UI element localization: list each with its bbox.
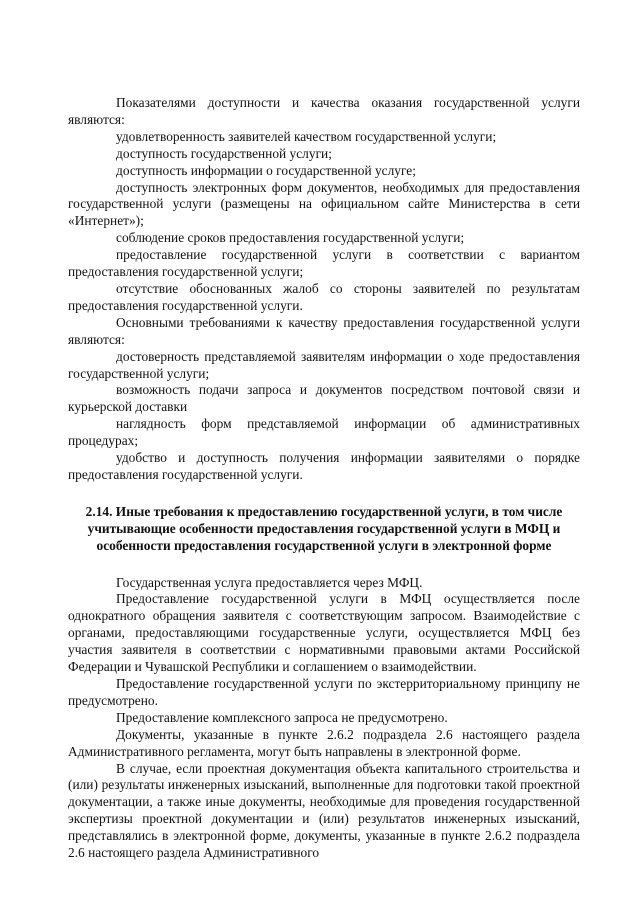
paragraph: Основными требованиями к качеству предоставления государственной услуги являются: [68,314,580,347]
list-item: удовлетворенность заявителей качеством государственной услуги; [116,128,497,144]
paragraph: Государственная услуга предоставляется через МФЦ. [116,574,423,590]
document-body [68,95,580,862]
list-item: достоверность представляемой заявителям информации о ходе предоставления государственной услуги; [68,348,580,381]
list-item: доступность электронных форм документов, необходимых для предоставления государственной услуги (размещены на официальном сайте Министерства в сети «Интернет»); [68,179,580,229]
list-item: наглядность форм представляемой информации об административных процедурах; [68,416,580,449]
list-item: отсутствие обоснованных жалоб со стороны заявителей по результатам предоставления государственной услуги. [68,280,580,313]
paragraph: Предоставление государственной услуги по экстерриториальному принципу не предусмотрено. [68,676,580,708]
list-item: удобство и доступность получения информации заявителями о порядке предоставления государственной услуги. [68,450,580,482]
paragraph: Предоставление государственной услуги в МФЦ осуществляется после однократного обращения заявителя с соответствующим запросом. Взаимодействие с органами, предоставляющими государственные услуги, осуществляется МФЦ без участия заявителя в соответствии с нормативными правовыми актами Российской Федерации и Чувашской Республики и соглашением о взаимодействии. [68,591,580,675]
section-heading: 2.14. Иные требования к предоставлению государственной услуги, в том числе учитывающие особенности предоставления государственной услуги в МФЦ и особенности предоставления государственной услуги в электронной форме [85,503,563,553]
paragraph: Показателями доступности и качества оказания государственной услуги являются: [68,95,580,127]
list-item: доступность информации о государственной услуге; [116,162,416,178]
paragraph: Документы, указанные в пункте 2.6.2 подраздела 2.6 настоящего раздела Административного регламента, могут быть направлены в электронной форме. [68,726,580,759]
list-item: возможность подачи запроса и документов посредством почтовой связи и курьерской доставки [68,382,580,415]
list-item: доступность государственной услуги; [116,145,332,161]
list-item: соблюдение сроков предоставления государственной услуги; [116,230,465,246]
paragraph: В случае, если проектная документация объекта капитального строительства и (или) результаты инженерных изысканий, выполненные для подготовки такой проектной документации, а также иные документы, необходимые для проведения государственной экспертизы проектной документации и (или) результатов инженерных изысканий, представлялись в электронной форме, документы, указанные в пункте 2.6.2 подраздела 2.6 настоящего раздела Административного [68,760,580,861]
list-item: предоставление государственной услуги в соответствии с вариантом предоставления государственной услуги; [68,247,580,280]
paragraph: Предоставление комплексного запроса не предусмотрено. [116,709,448,725]
